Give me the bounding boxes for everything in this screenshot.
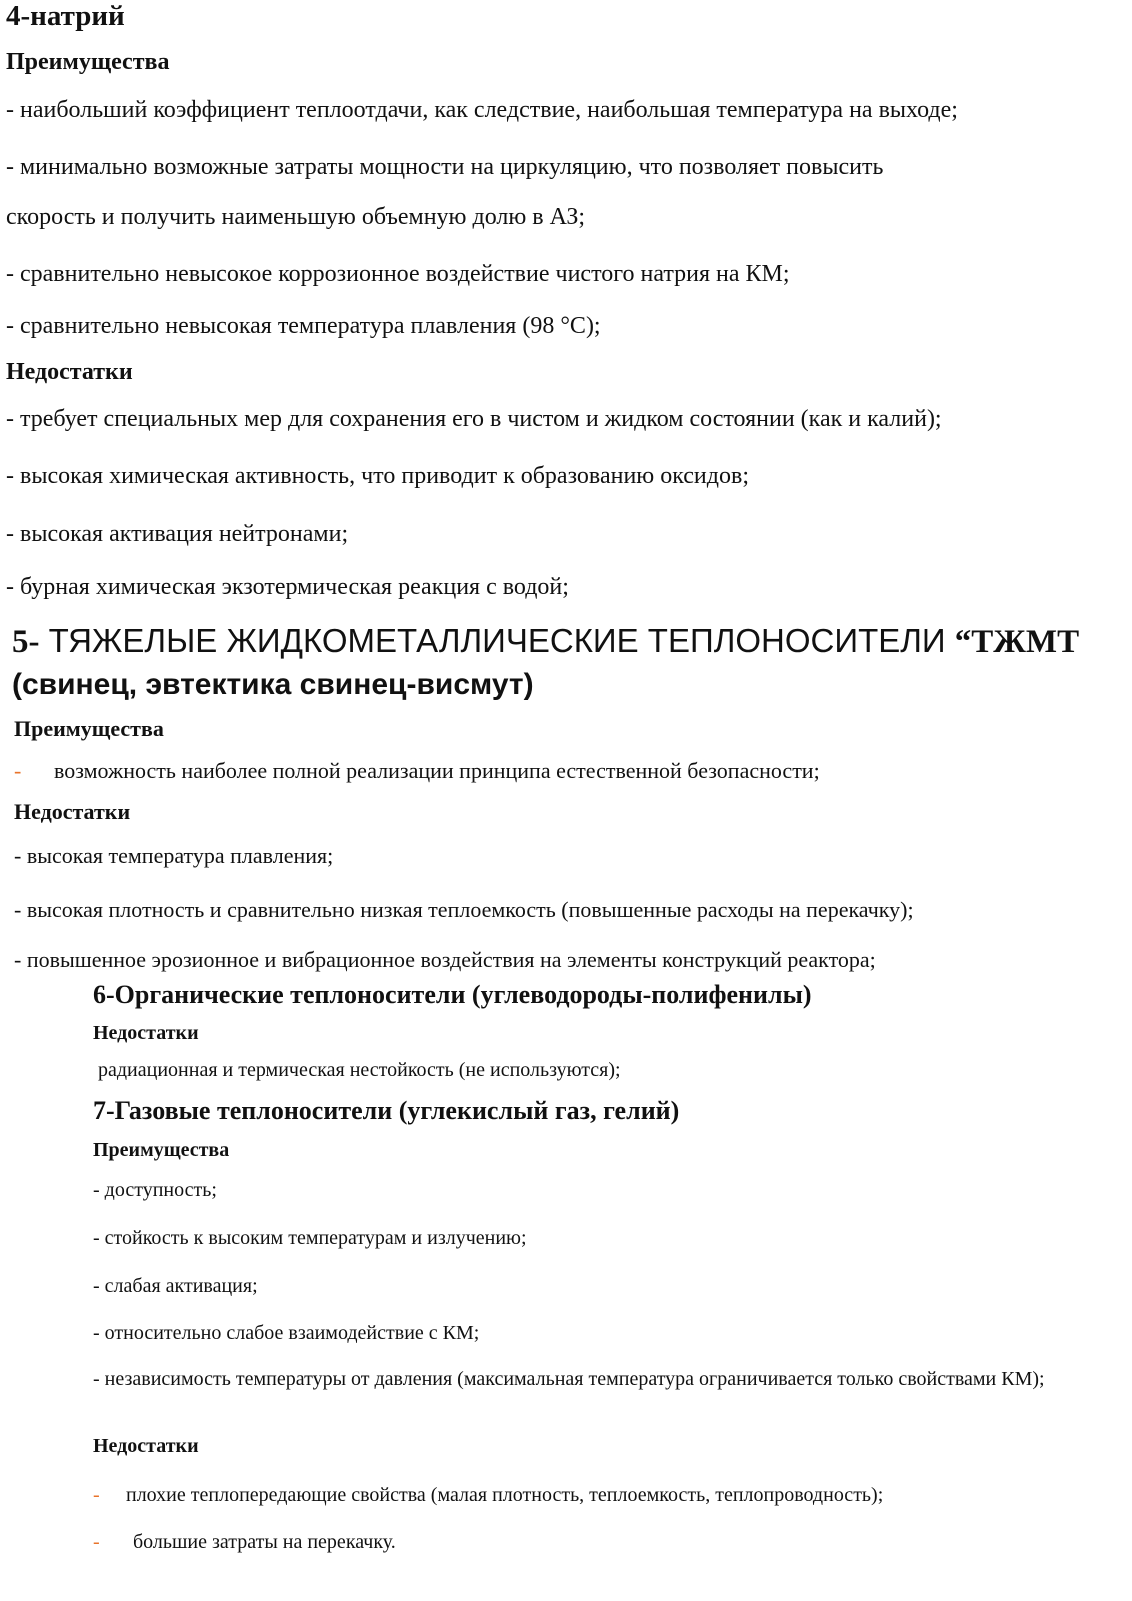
section-5-title — [12, 622, 1120, 661]
section-7-advantage-item: - доступность; — [93, 1179, 217, 1201]
section-7-disadvantages-label: Недостатки — [93, 1435, 199, 1457]
bullet-dash: - — [93, 1484, 100, 1506]
section-5-title-text: ТЯЖЕЛЫЕ ЖИДКОМЕТАЛЛИЧЕСКИЕ ТЕПЛОНОСИТЕЛИ — [39, 622, 955, 659]
section-4-advantage-item: - сравнительно невысокая температура плавления (98 °C); — [6, 313, 601, 339]
section-5-advantages-label: Преимущества — [14, 716, 164, 741]
section-7-disadvantage-item: плохие теплопередающие свойства (малая плотность, теплоемкость, теплопроводность); — [126, 1484, 884, 1506]
section-4-disadvantages-label: Недостатки — [6, 359, 133, 385]
bullet-dash: - — [14, 758, 22, 783]
section-5-disadvantage-item: - повышенное эрозионное и вибрационное воздействия на элементы конструкций реактора; — [14, 947, 876, 972]
section-5-abbreviation: “ТЖМТ — [954, 624, 1080, 660]
section-4-advantage-item: - наибольший коэффициент теплоотдачи, как следствие, наибольшая температура на выходе; — [6, 97, 958, 123]
section-7-advantage-item: - независимость температуры от давления (максимальная температура ограничивается только свойствами КМ); — [93, 1368, 1045, 1390]
section-4-disadvantage-item: - требует специальных мер для сохранения его в чистом и жидком состоянии (как и калий); — [6, 406, 942, 432]
section-7-advantage-item: - стойкость к высоким температурам и излучению; — [93, 1227, 527, 1249]
section-4-advantage-item: - минимально возможные затраты мощности на циркуляцию, что позволяет повысить — [6, 154, 884, 180]
section-4-disadvantage-item: - бурная химическая экзотермическая реакция с водой; — [6, 574, 569, 600]
section-7-advantage-item: - относительно слабое взаимодействие с КМ; — [93, 1322, 480, 1344]
section-6-disadvantages-label: Недостатки — [93, 1022, 199, 1044]
section-7-title: 7-Газовые теплоносители (углекислый газ, гелий) — [93, 1096, 680, 1125]
section-4-disadvantage-item: - высокая активация нейтронами; — [6, 521, 349, 547]
section-5-advantage-item: возможность наиболее полной реализации принципа естественной безопасности; — [54, 758, 820, 783]
section-5-disadvantage-item: - высокая плотность и сравнительно низкая теплоемкость (повышенные расходы на перекачку); — [14, 897, 914, 922]
section-5-disadvantages-label: Недостатки — [14, 799, 131, 824]
section-4-disadvantage-item: - высокая химическая активность, что приводит к образованию оксидов; — [6, 463, 749, 489]
section-5-subtitle: (свинец, эвтектика свинец-висмут) — [12, 668, 534, 701]
bullet-dash: - — [93, 1531, 100, 1553]
section-4-advantage-item: скорость и получить наименьшую объемную долю в АЗ; — [6, 204, 586, 230]
section-7-advantages-label: Преимущества — [93, 1139, 230, 1161]
section-4-advantage-item: - сравнительно невысокое коррозионное воздействие чистого натрия на КМ; — [6, 261, 790, 287]
section-4-title: 4-натрий — [6, 0, 125, 32]
section-4-advantages-label: Преимущества — [6, 49, 170, 75]
section-7-disadvantage-item: большие затраты на перекачку. — [133, 1531, 396, 1553]
section-7-advantage-item: - слабая активация; — [93, 1275, 258, 1297]
section-5-disadvantage-item: - высокая температура плавления; — [14, 843, 334, 868]
section-6-title: 6-Органические теплоносители (углеводороды-полифенилы) — [93, 980, 812, 1009]
section-6-disadvantage-item: радиационная и термическая нестойкость (не используются); — [98, 1059, 621, 1081]
section-5-number: 5- — [12, 624, 40, 660]
